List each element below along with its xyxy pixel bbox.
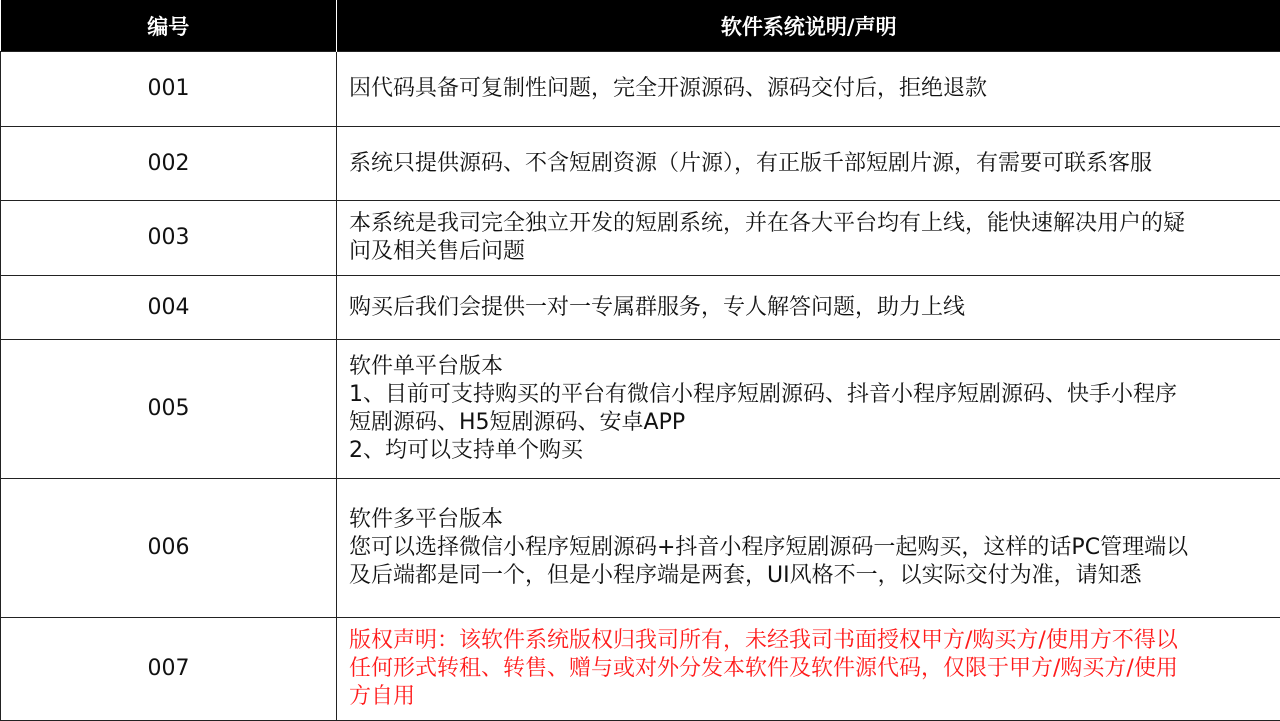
description-line: 本系统是我司完全独立开发的短剧系统，并在各大平台均有上线，能快速解决用户的疑 — [349, 210, 1268, 238]
table-row — [1, 479, 1280, 618]
table-row — [1, 276, 1280, 340]
row-id: 004 — [1, 276, 337, 340]
table-row — [1, 52, 1280, 127]
row-id: 005 — [1, 340, 337, 479]
table-row — [1, 340, 1280, 479]
description-line: 1、目前可支持购买的平台有微信小程序短剧源码、抖音小程序短剧源码、快手小程序 — [349, 381, 1268, 409]
description-line: 短剧源码、H5短剧源码、安卓APP — [349, 409, 1268, 437]
row-id: 007 — [1, 618, 337, 721]
description-line: 及后端都是同一个，但是小程序端是两套，UI风格不一，以实际交付为准，请知悉 — [349, 562, 1268, 590]
row-id: 003 — [1, 201, 337, 276]
row-description — [337, 127, 1280, 201]
description-line: 软件多平台版本 — [349, 506, 1268, 534]
row-description-warning — [337, 618, 1280, 721]
row-description — [337, 340, 1280, 479]
description-line: 购买后我们会提供一对一专属群服务，专人解答问题，助力上线 — [349, 294, 1268, 322]
description-line: 您可以选择微信小程序短剧源码+抖音小程序短剧源码一起购买，这样的话PC管理端以 — [349, 534, 1268, 562]
description-line: 2、均可以支持单个购买 — [349, 437, 1268, 465]
row-id: 001 — [1, 52, 337, 127]
row-id: 006 — [1, 479, 337, 618]
description-line: 因代码具备可复制性问题，完全开源源码、源码交付后，拒绝退款 — [349, 75, 1268, 103]
row-description — [337, 479, 1280, 618]
description-line: 方自用 — [349, 683, 1268, 711]
table-row — [1, 127, 1280, 201]
header-row — [1, 0, 1280, 52]
description-line: 版权声明：该软件系统版权归我司所有，未经我司书面授权甲方/购买方/使用方不得以 — [349, 627, 1268, 655]
header-id: 编号 — [1, 0, 337, 52]
description-line: 软件单平台版本 — [349, 353, 1268, 381]
description-line: 系统只提供源码、不含短剧资源（片源），有正版千部短剧片源，有需要可联系客服 — [349, 150, 1268, 178]
row-description — [337, 201, 1280, 276]
row-id: 002 — [1, 127, 337, 201]
description-line: 问及相关售后问题 — [349, 238, 1268, 266]
table-row — [1, 618, 1280, 721]
table-row — [1, 201, 1280, 276]
row-description — [337, 52, 1280, 127]
header-description: 软件系统说明/声明 — [337, 0, 1280, 52]
row-description — [337, 276, 1280, 340]
description-line: 任何形式转租、转售、赠与或对外分发本软件及软件源代码，仅限于甲方/购买方/使用 — [349, 655, 1268, 683]
